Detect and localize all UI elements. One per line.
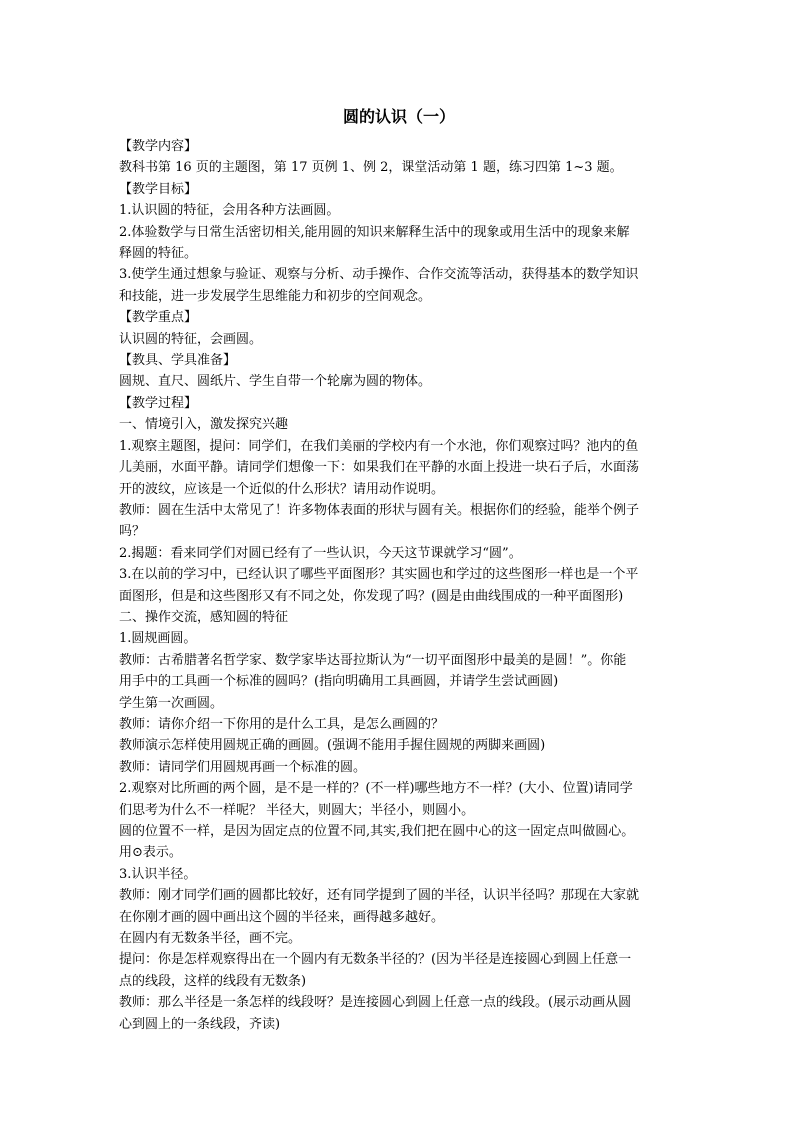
text-line: 圆的位置不一样，是因为固定点的位置不同,其实,我们把在圆中心的这一固定点叫做圆心。 bbox=[119, 824, 635, 839]
text-line: 2.体验数学与日常生活密切相关,能用圆的知识来解释生活中的现象或用生活中的现象来解 bbox=[119, 224, 630, 240]
text-line: 儿美丽，水面平静。请同学们想像一下：如果我们在平静的水面上投进一块石子后，水面荡 bbox=[119, 460, 640, 476]
document-title: 圆的认识（一） bbox=[342, 107, 455, 126]
text-line: 1.认识圆的特征，会用各种方法画圆。 bbox=[119, 203, 340, 219]
text-line: 心到圆上的一条线段，齐读) bbox=[119, 1016, 281, 1032]
text-line: 在你刚才画的圆中画出这个圆的半径来，画得越多越好。 bbox=[119, 909, 445, 925]
text-line: 开的波纹，应该是一个近似的什么形状？请用动作说明。 bbox=[119, 481, 445, 497]
text-line: 学生第一次画圆。 bbox=[119, 695, 224, 711]
text-line: 认识圆的特征，会画圆。 bbox=[119, 331, 263, 347]
section-heading-process: 【教学过程】 bbox=[119, 395, 198, 411]
text-line: 教师：圆在生活中太常见了！许多物体表面的形状与圆有关。根据你们的经验，能举个例子 bbox=[119, 502, 640, 518]
text-line: 教师：请同学们用圆规再画一个标准的圆。 bbox=[119, 759, 367, 775]
text-line: 释圆的特征。 bbox=[119, 246, 198, 262]
subsection-heading: 一、情境引入，激发探究兴趣 bbox=[119, 417, 289, 433]
text-line: 3.在以前的学习中，已经认识了哪些平面图形？其实圆也和学过的这些图形一样也是一个平 bbox=[119, 567, 639, 583]
text-line: 2.观察对比所画的两个圆，是不是一样的？(不一样)哪些地方不一样？(大小、位置)请同学 bbox=[119, 781, 633, 797]
text-line: 们思考为什么不一样呢？ 半径大，则圆大；半径小，则圆小。 bbox=[119, 802, 475, 818]
section-heading-key-points: 【教学重点】 bbox=[119, 310, 198, 326]
text-line: 2.揭题：看来同学们对圆已经有了一些认识，今天这节课就学习“圆”。 bbox=[119, 545, 522, 561]
text-line: 3.认识半径。 bbox=[119, 866, 197, 882]
text-line: 教师：那么半径是一条怎样的线段呀？是连接圆心到圆上任意一点的线段。(展示动画从圆 bbox=[119, 995, 632, 1011]
text-line: 点的线段，这样的线段有无数条) bbox=[119, 973, 307, 989]
text-line: 1.圆规画圆。 bbox=[119, 631, 197, 647]
text-line: 在圆内有无数条半径，画不完。 bbox=[119, 931, 302, 947]
text-line: 1.观察主题图，提问：同学们，在我们美丽的学校内有一个水池，你们观察过吗？池内的鱼 bbox=[119, 438, 639, 454]
text-line: 教师：刚才同学们画的圆都比较好，还有同学提到了圆的半径，认识半径吗？那现在大家就 bbox=[119, 888, 640, 904]
section-heading-materials: 【教具、学具准备】 bbox=[119, 353, 237, 369]
document-page bbox=[119, 102, 679, 1035]
text-line: 用手中的工具画一个标准的圆吗？(指向明确用工具画圆，并请学生尝试画圆) bbox=[119, 674, 559, 690]
text-line: 教师：古希腊著名哲学家、数学家毕达哥拉斯认为“一切平面图形中最美的是圆！”。你能 bbox=[119, 652, 627, 668]
text-line: 吗？ bbox=[119, 524, 146, 540]
text-line: 教师：请你介绍一下你用的是什么工具，是怎么画圆的？ bbox=[119, 716, 445, 732]
document-body bbox=[119, 136, 679, 1035]
text-line: 提问：你是怎样观察得出在一个圆内有无数条半径的？(因为半径是连接圆心到圆上任意一 bbox=[119, 952, 632, 968]
text-line: 教科书第 16 页的主题图，第 17 页例 1、例 2，课堂活动第 1 题，练习四第 1~3 题。 bbox=[119, 160, 623, 176]
text-line: 和技能，进一步发展学生思维能力和初步的空间观念。 bbox=[119, 288, 432, 304]
text-line: 圆规、直尺、圆纸片、学生自带一个轮廓为圆的物体。 bbox=[119, 374, 432, 390]
text-line: 用⊙表示。 bbox=[119, 845, 182, 861]
section-heading-content: 【教学内容】 bbox=[119, 139, 198, 154]
text-line: 面图形，但是和这些图形又有不同之处，你发现了吗？(圆是由曲线围成的一种平面图形) bbox=[119, 588, 624, 604]
section-heading-objectives: 【教学目标】 bbox=[119, 181, 198, 197]
subsection-heading: 二、操作交流，感知圆的特征 bbox=[119, 609, 289, 625]
text-line: 教师演示怎样使用圆规正确的画圆。(强调不能用手握住圆规的两脚来画圆) bbox=[119, 738, 546, 754]
text-line: 3.使学生通过想象与验证、观察与分析、动手操作、合作交流等活动，获得基本的数学知识 bbox=[119, 267, 639, 283]
